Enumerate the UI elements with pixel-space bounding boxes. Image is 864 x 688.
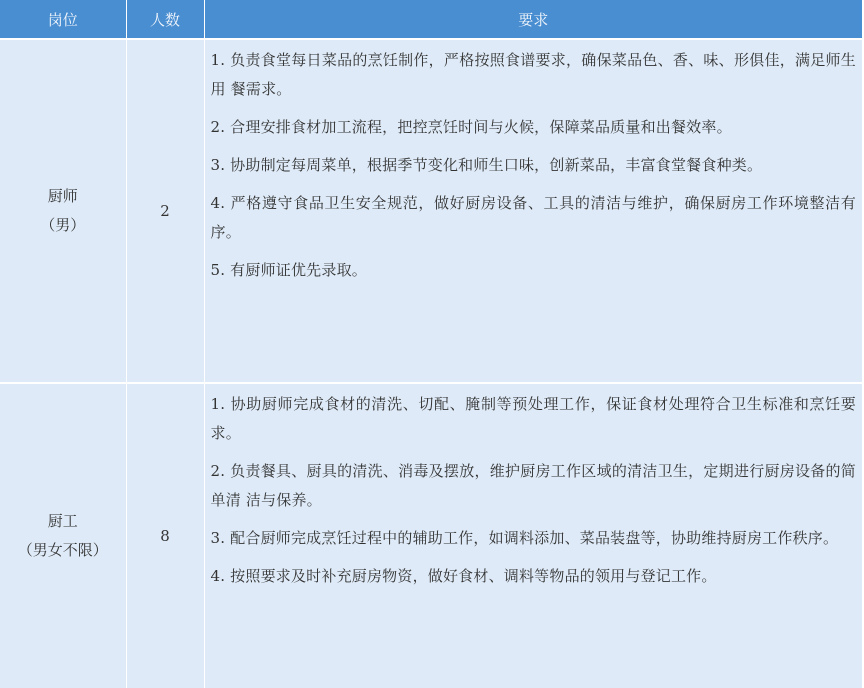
table-row-kitchen-helper (0, 383, 862, 688)
position-cell (0, 383, 126, 688)
header-position: 岗位 (0, 0, 126, 39)
requirement-item: 2. 负责餐具、厨具的清洗、消毒及摆放，维护厨房工作区域的清洁卫生，定期进行厨房设备的简单清 洁与保养。 (210, 462, 856, 509)
position-title: 厨工 (47, 512, 78, 530)
count-cell: 8 (126, 383, 204, 688)
position-title: 厨师 (47, 187, 78, 205)
position-gender: （男女不限） (17, 541, 108, 559)
requirement-item: 1. 协助厨师完成食材的清洗、切配、腌制等预处理工作，保证食材处理符合卫生标准和烹饪要求。 (210, 395, 856, 442)
position-gender: （男） (40, 216, 86, 234)
requirement-item: 1. 负责食堂每日菜品的烹饪制作，严格按照食谱要求，确保菜品色、香、味、形俱佳，满足师生用 餐需求。 (210, 51, 856, 98)
header-requirements: 要求 (204, 0, 862, 39)
requirements-cell (204, 39, 862, 383)
requirement-item: 3. 协助制定每周菜单，根据季节变化和师生口味，创新菜品，丰富食堂餐食种类。 (210, 156, 763, 174)
requirement-item: 4. 严格遵守食品卫生安全规范，做好厨房设备、工具的清洁与维护，确保厨房工作环境整洁有序。 (210, 194, 856, 241)
table-row-chef (0, 39, 862, 383)
requirement-item: 4. 按照要求及时补充厨房物资，做好食材、调料等物品的领用与登记工作。 (210, 567, 717, 585)
requirement-item: 3. 配合厨师完成烹饪过程中的辅助工作，如调料添加、菜品装盘等，协助维持厨房工作秩序。 (210, 529, 839, 547)
position-cell (0, 39, 126, 383)
count-cell: 2 (126, 39, 204, 383)
requirement-item: 2. 合理安排食材加工流程，把控烹饪时间与火候，保障菜品质量和出餐效率。 (210, 118, 732, 136)
requirement-item: 5. 有厨师证优先录取。 (210, 261, 367, 279)
table-header-row (0, 0, 862, 39)
header-count: 人数 (126, 0, 204, 39)
requirements-cell (204, 383, 862, 688)
